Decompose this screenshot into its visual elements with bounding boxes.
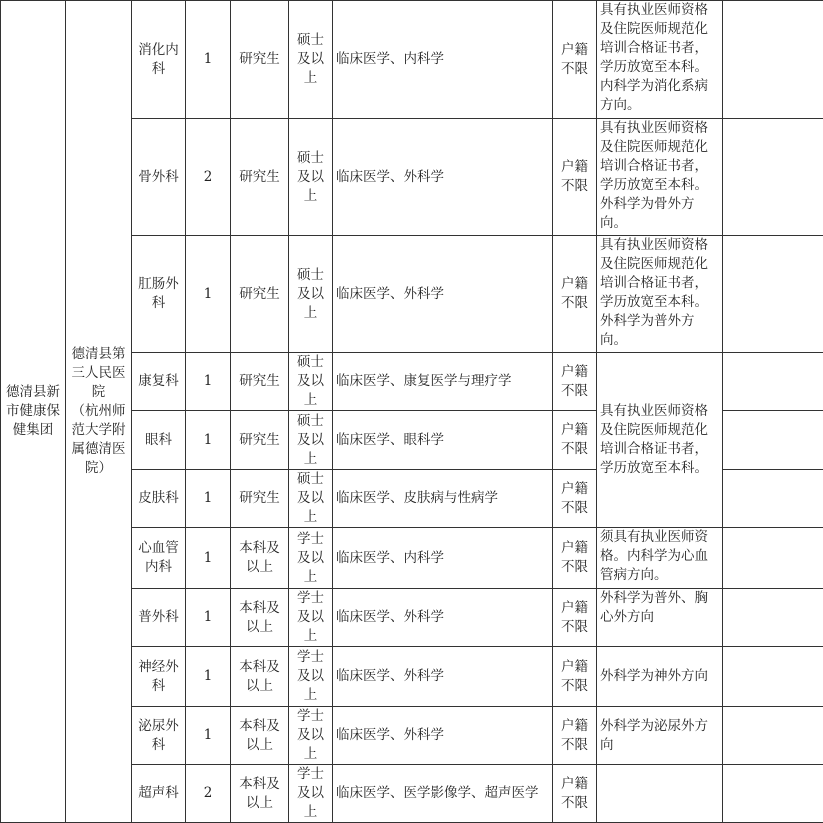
residence-cell: 户籍不限 bbox=[553, 119, 597, 236]
department-cell: 皮肤科 bbox=[132, 470, 186, 528]
remark-cell bbox=[597, 765, 723, 823]
count-cell: 1 bbox=[186, 1, 231, 119]
department-cell: 消化内科 bbox=[132, 1, 186, 119]
degree-cell: 学士及以上 bbox=[289, 528, 333, 589]
education-cell: 本科及以上 bbox=[231, 589, 289, 647]
major-cell: 临床医学、内科学 bbox=[333, 1, 553, 119]
degree-cell: 硕士及以上 bbox=[289, 470, 333, 528]
count-cell: 1 bbox=[186, 707, 231, 765]
residence-cell: 户籍不限 bbox=[553, 236, 597, 353]
residence-cell: 户籍不限 bbox=[553, 647, 597, 707]
major-cell: 临床医学、康复医学与理疗学 bbox=[333, 353, 553, 411]
major-cell: 临床医学、外科学 bbox=[333, 236, 553, 353]
residence-cell: 户籍不限 bbox=[553, 765, 597, 823]
residence-cell: 户籍不限 bbox=[553, 528, 597, 589]
hospital-cell: 德清县第三人民医院 （杭州师范大学附属德清医院） bbox=[66, 1, 132, 823]
major-cell: 临床医学、外科学 bbox=[333, 707, 553, 765]
employer-unit-cell: 德清县新市健康保健集团 bbox=[1, 1, 66, 823]
major-cell: 临床医学、皮肤病与性病学 bbox=[333, 470, 553, 528]
education-cell: 本科及以上 bbox=[231, 528, 289, 589]
department-cell: 超声科 bbox=[132, 765, 186, 823]
education-cell: 本科及以上 bbox=[231, 765, 289, 823]
residence-cell: 户籍不限 bbox=[553, 589, 597, 647]
degree-cell: 硕士及以上 bbox=[289, 353, 333, 411]
degree-cell: 学士及以上 bbox=[289, 707, 333, 765]
department-cell: 泌尿外科 bbox=[132, 707, 186, 765]
major-cell: 临床医学、外科学 bbox=[333, 589, 553, 647]
other-cell bbox=[723, 236, 823, 353]
other-cell bbox=[723, 589, 823, 647]
other-cell bbox=[723, 353, 823, 411]
count-cell: 1 bbox=[186, 470, 231, 528]
education-cell: 本科及以上 bbox=[231, 647, 289, 707]
department-cell: 心血管内科 bbox=[132, 528, 186, 589]
degree-cell: 学士及以上 bbox=[289, 765, 333, 823]
table-row bbox=[1, 1, 823, 119]
remark-cell: 具有执业医师资格及住院医师规范化培训合格证书者，学历放宽至本科。内科学为消化系病方向。 bbox=[597, 1, 723, 119]
degree-cell: 硕士及以上 bbox=[289, 119, 333, 236]
department-cell: 康复科 bbox=[132, 353, 186, 411]
residence-cell: 户籍不限 bbox=[553, 353, 597, 411]
education-cell: 研究生 bbox=[231, 470, 289, 528]
department-cell: 肛肠外科 bbox=[132, 236, 186, 353]
residence-cell: 户籍不限 bbox=[553, 470, 597, 528]
education-cell: 研究生 bbox=[231, 1, 289, 119]
count-cell: 1 bbox=[186, 589, 231, 647]
major-cell: 临床医学、外科学 bbox=[333, 647, 553, 707]
shared-remark-cell: 具有执业医师资格及住院医师规范化培训合格证书者，学历放宽至本科。 bbox=[597, 353, 723, 528]
remark-cell: 外科学为神外方向 bbox=[597, 647, 723, 707]
major-cell: 临床医学、外科学 bbox=[333, 119, 553, 236]
degree-cell: 硕士及以上 bbox=[289, 411, 333, 470]
other-cell bbox=[723, 470, 823, 528]
count-cell: 1 bbox=[186, 353, 231, 411]
count-cell: 2 bbox=[186, 765, 231, 823]
remark-cell: 具有执业医师资格及住院医师规范化培训合格证书者，学历放宽至本科。外科学为普外方向。 bbox=[597, 236, 723, 353]
count-cell: 1 bbox=[186, 528, 231, 589]
remark-cell: 须具有执业医师资格。内科学为心血管病方向。 bbox=[597, 528, 723, 589]
remark-cell: 具有执业医师资格及住院医师规范化培训合格证书者，学历放宽至本科。外科学为骨外方向。 bbox=[597, 119, 723, 236]
remark-cell: 外科学为泌尿外方向 bbox=[597, 707, 723, 765]
count-cell: 2 bbox=[186, 119, 231, 236]
education-cell: 研究生 bbox=[231, 236, 289, 353]
department-cell: 眼科 bbox=[132, 411, 186, 470]
degree-cell: 学士及以上 bbox=[289, 647, 333, 707]
major-cell: 临床医学、医学影像学、超声医学 bbox=[333, 765, 553, 823]
other-cell bbox=[723, 765, 823, 823]
degree-cell: 硕士及以上 bbox=[289, 236, 333, 353]
other-cell bbox=[723, 119, 823, 236]
major-cell: 临床医学、内科学 bbox=[333, 528, 553, 589]
count-cell: 1 bbox=[186, 411, 231, 470]
department-cell: 普外科 bbox=[132, 589, 186, 647]
other-cell bbox=[723, 411, 823, 470]
remark-cell: 外科学为普外、胸心外方向 bbox=[597, 589, 723, 647]
degree-cell: 学士及以上 bbox=[289, 589, 333, 647]
residence-cell: 户籍不限 bbox=[553, 411, 597, 470]
other-cell bbox=[723, 528, 823, 589]
education-cell: 研究生 bbox=[231, 119, 289, 236]
department-cell: 神经外科 bbox=[132, 647, 186, 707]
other-cell bbox=[723, 1, 823, 119]
education-cell: 本科及以上 bbox=[231, 707, 289, 765]
other-cell bbox=[723, 647, 823, 707]
residence-cell: 户籍不限 bbox=[553, 707, 597, 765]
count-cell: 1 bbox=[186, 236, 231, 353]
education-cell: 研究生 bbox=[231, 411, 289, 470]
education-cell: 研究生 bbox=[231, 353, 289, 411]
other-cell bbox=[723, 707, 823, 765]
major-cell: 临床医学、眼科学 bbox=[333, 411, 553, 470]
count-cell: 1 bbox=[186, 647, 231, 707]
residence-cell: 户籍不限 bbox=[553, 1, 597, 119]
department-cell: 骨外科 bbox=[132, 119, 186, 236]
degree-cell: 硕士及以上 bbox=[289, 1, 333, 119]
